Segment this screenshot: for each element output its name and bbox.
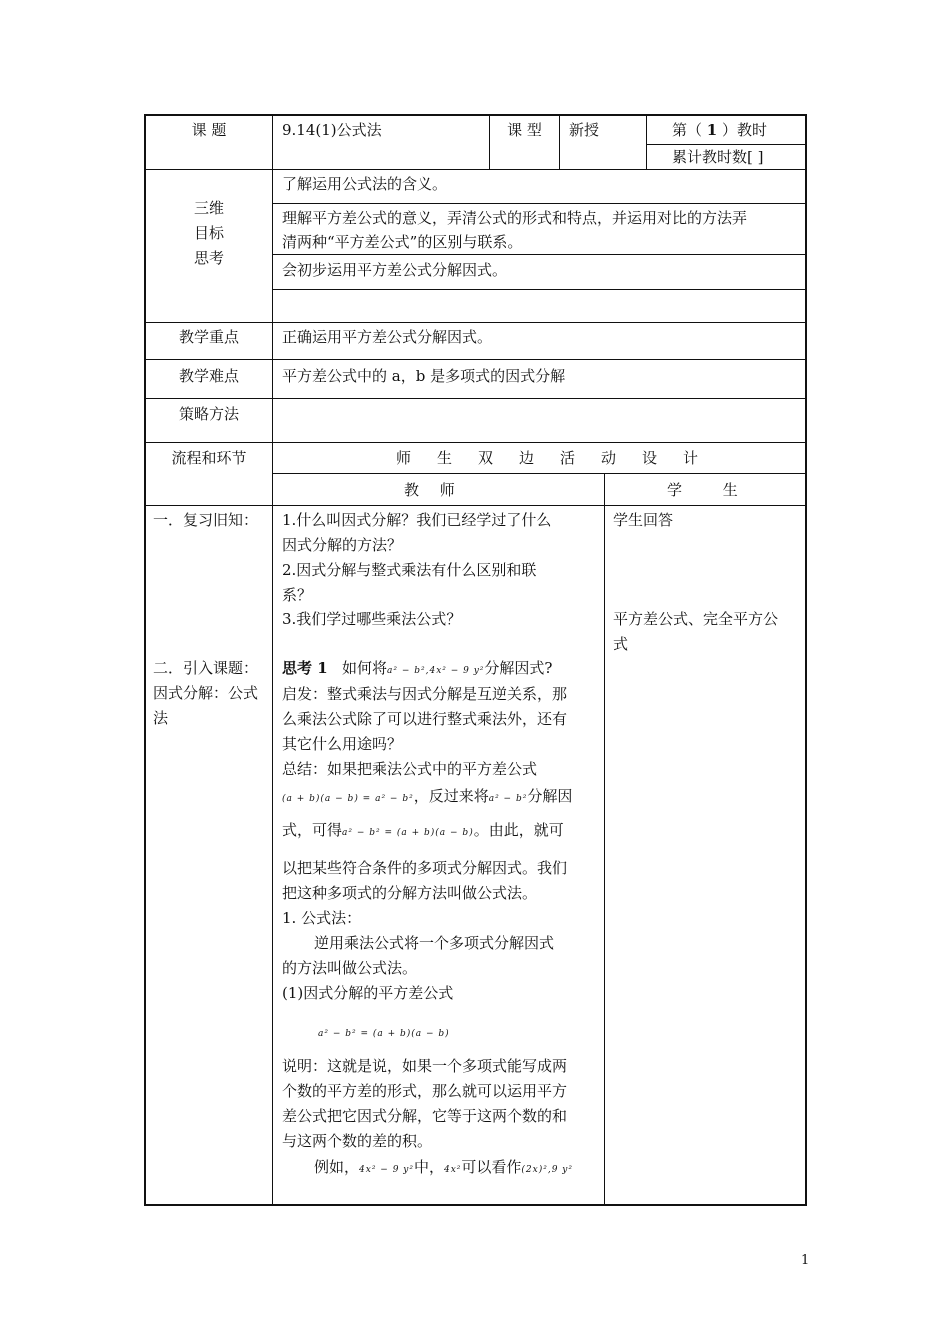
teacher-question-2: 2.因式分解与整式乘法有什么区别和联 xyxy=(282,561,537,579)
summary-end: 分解因 xyxy=(527,787,573,805)
goal-item-1: 了解运用公式法的含义。 xyxy=(282,175,448,193)
method-title: 1. 公式法： xyxy=(282,909,362,927)
diff-of-squares-title: (1)因式分解的平方差公式 xyxy=(282,984,454,1002)
inspire-line: 其它什么用途吗？ xyxy=(282,735,403,753)
goal-item-2-line: 理解平方差公式的意义，弄清公式的形式和特点，并运用对比的方法弄 xyxy=(282,209,748,227)
think-formula: a² − b²,4x² − 9 y² xyxy=(387,666,485,676)
explain-line: 与这两个数的差的积。 xyxy=(282,1132,433,1150)
total-periods: 累计教时数[ ] xyxy=(672,148,764,166)
goals-label-line: 思考 xyxy=(193,249,224,267)
difficulty-label: 教学难点 xyxy=(178,367,239,385)
summary-formula: a² − b² = (a + b)(a − b) xyxy=(342,828,474,838)
label-column-divider xyxy=(272,114,273,1206)
method-desc: 逆用乘法公式将一个多项式分解因式 xyxy=(314,934,555,952)
row-divider xyxy=(144,505,807,506)
example-formula: 4x² − 9 y² xyxy=(359,1165,414,1175)
example-pre: 例如， xyxy=(314,1158,360,1176)
table-top-border xyxy=(144,114,807,116)
topic-label: 课 题 xyxy=(191,121,227,139)
type-value: 新授 xyxy=(569,121,600,139)
row-divider xyxy=(144,398,807,399)
header-col-divider xyxy=(646,114,647,169)
summary-formula: (a + b)(a − b) = a² − b² xyxy=(282,794,414,804)
teacher-question-1: 1.什么叫因式分解？我们已经学过了什么 xyxy=(282,511,552,529)
think-pre: 如何将 xyxy=(341,659,387,677)
student-answer-formulas: 平方差公式、完全平方公 xyxy=(613,610,779,628)
goals-label-line: 三维 xyxy=(193,199,224,217)
table-bottom-border xyxy=(144,1204,807,1206)
teacher-question-2: 系？ xyxy=(282,586,313,604)
period-prefix: 第（ xyxy=(672,121,703,139)
student-answer-formulas: 式 xyxy=(613,635,629,653)
think-label: 思考 1 xyxy=(282,659,328,677)
explain-line: 差公式把它因式分解，它等于这两个数的和 xyxy=(282,1107,568,1125)
think-prompt xyxy=(282,656,552,684)
teacher-question-1: 因式分解的方法？ xyxy=(282,536,403,554)
type-label: 课 型 xyxy=(507,121,542,139)
think-post: 分解因式? xyxy=(484,659,553,677)
row-divider xyxy=(144,442,807,443)
table-right-border xyxy=(805,114,807,1206)
inspire-line: 启发：整式乘法与因式分解是互逆关系，那 xyxy=(282,685,568,703)
stage-intro-line: 法 xyxy=(153,709,169,727)
example-formula: (2x)²,9 y² xyxy=(521,1165,573,1175)
teacher-student-divider xyxy=(604,473,605,1205)
goals-label-line: 目标 xyxy=(193,224,224,242)
header-col-divider xyxy=(559,114,560,169)
row-divider xyxy=(144,359,807,360)
page-number: 1 xyxy=(801,1253,810,1268)
teacher-header: 教 师 xyxy=(404,481,463,499)
goal-divider-1 xyxy=(272,203,807,204)
student-header: 学 生 xyxy=(667,481,756,499)
period-count xyxy=(672,118,767,143)
focus-value: 正确运用平方差公式分解因式。 xyxy=(282,328,493,346)
explain-line: 个数的平方差的形式，那么就可以运用平方 xyxy=(282,1082,568,1100)
difficulty-value: 平方差公式中的 a，b 是多项式的因式分解 xyxy=(282,367,566,385)
diff-of-squares-formula: a² − b² = (a + b)(a − b) xyxy=(318,1029,450,1039)
period-number: 1 xyxy=(706,121,718,139)
goal-item-3: 会初步运用平方差公式分解因式。 xyxy=(282,261,508,279)
summary-post: 。由此，就可 xyxy=(473,821,564,839)
topic-value: 9.14(1)公式法 xyxy=(282,121,382,139)
example-post: 可以看作 xyxy=(461,1158,522,1176)
explain-line: 说明：这就是说，如果一个多项式能写成两 xyxy=(282,1057,568,1075)
table-left-border xyxy=(144,114,146,1206)
summary-pre: 式，可得 xyxy=(282,821,343,839)
goal-divider-3 xyxy=(272,289,807,290)
inspire-line: 么乘法公式除了可以进行整式乘法外，还有 xyxy=(282,710,568,728)
summary-line xyxy=(282,818,564,846)
summary-formula: a² − b² xyxy=(488,794,528,804)
row-divider xyxy=(144,322,807,323)
method-desc: 的方法叫做公式法。 xyxy=(282,959,418,977)
example-formula: 4x² xyxy=(443,1165,462,1175)
summary-mid: ，反过来将 xyxy=(413,787,489,805)
stage-review: 一．复习旧知： xyxy=(153,511,259,529)
design-title-divider xyxy=(272,473,807,474)
summary-line: 总结：如果把乘法公式中的平方差公式 xyxy=(282,760,538,778)
design-title: 师生双边活动设计 xyxy=(396,449,725,467)
student-answer: 学生回答 xyxy=(613,511,674,529)
stage-intro-line: 二．引入课题： xyxy=(153,659,259,677)
stage-intro-line: 因式分解：公式 xyxy=(153,684,259,702)
summary-line xyxy=(282,784,572,812)
teacher-question-3: 3.我们学过哪些乘法公式？ xyxy=(282,610,462,628)
example-mid: 中， xyxy=(413,1158,444,1176)
strategy-label: 策略方法 xyxy=(178,405,239,423)
summary-line: 以把某些符合条件的多项式分解因式。我们 xyxy=(282,859,568,877)
focus-label: 教学重点 xyxy=(178,328,239,346)
example-line xyxy=(314,1155,573,1183)
flow-label: 流程和环节 xyxy=(171,449,247,467)
period-suffix: ）教时 xyxy=(722,121,768,139)
goal-item-2-line: 清两种“平方差公式”的区别与联系。 xyxy=(282,233,523,251)
summary-line: 把这种多项式的分解方法叫做公式法。 xyxy=(282,884,538,902)
